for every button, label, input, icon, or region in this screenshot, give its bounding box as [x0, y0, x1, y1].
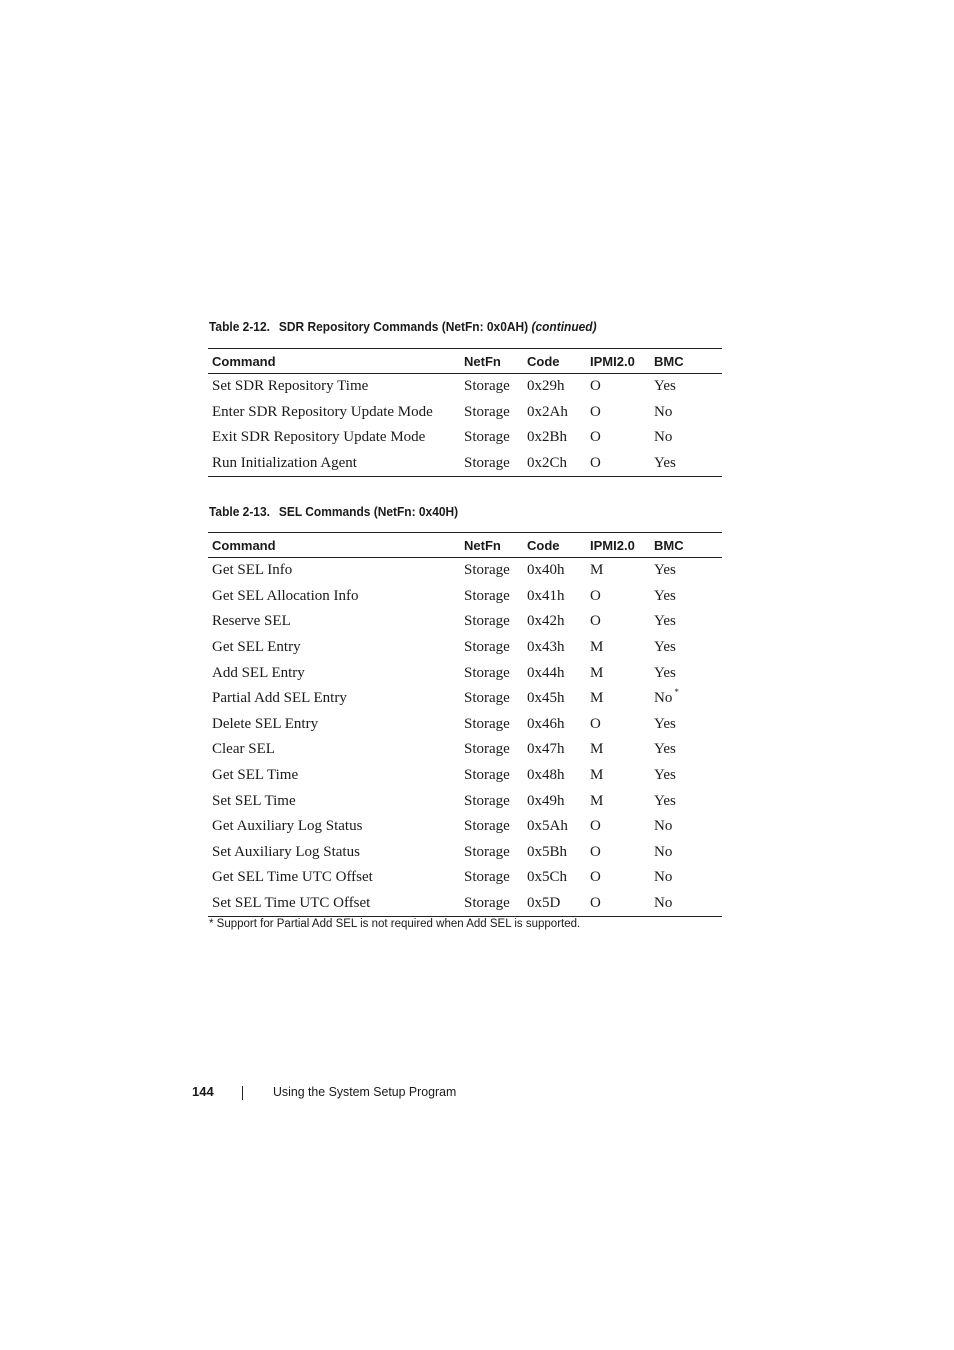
table-cell [586, 374, 650, 400]
table-cell [208, 660, 460, 686]
table-title: SDR Repository Commands (NetFn: 0x0AH) [278, 319, 529, 334]
cell-text: 0x5Ch [527, 869, 568, 886]
page-number: 144 [192, 1084, 214, 1099]
cell-text: Set SEL Time [212, 792, 296, 809]
cell-text: Enter SDR Repository Update Mode [212, 403, 433, 420]
cell-text: Yes [654, 455, 676, 472]
cell-text: 0x49h [527, 792, 565, 809]
table-cell [523, 374, 586, 400]
table-cell [208, 635, 460, 661]
table-row [208, 737, 722, 763]
cell-text: Storage [464, 562, 510, 579]
table-row [208, 584, 722, 610]
table-cell [523, 558, 586, 584]
table-cell [586, 788, 650, 814]
cell-text: Storage [464, 403, 510, 420]
table-cell [586, 609, 650, 635]
table-cell [208, 609, 460, 635]
cell-text: Storage [464, 895, 510, 912]
cell-text: O [590, 869, 601, 886]
cell-text: No [654, 429, 673, 446]
table-cell [586, 891, 650, 917]
cell-text: Storage [464, 715, 510, 732]
table-cell [523, 865, 586, 891]
cell-text: 0x2Ah [527, 403, 568, 420]
table-row [208, 374, 722, 400]
cell-text: 0x29h [527, 378, 565, 395]
table-cell [460, 737, 523, 763]
table-cell [523, 635, 586, 661]
cell-text: 0x48h [527, 767, 565, 784]
cell-text: Get Auxiliary Log Status [212, 818, 363, 835]
cell-text: No [654, 843, 673, 860]
column-header: BMC [654, 353, 684, 369]
cell-text: Get SEL Allocation Info [212, 587, 359, 604]
cell-text: Yes [654, 613, 676, 630]
cell-text: O [590, 613, 601, 630]
table-cell [208, 788, 460, 814]
table-cell [586, 400, 650, 426]
cell-text: 0x2Bh [527, 429, 568, 446]
cell-text: Storage [464, 818, 510, 835]
cell-text: M [590, 767, 604, 784]
table-cell [208, 558, 460, 584]
table-cell [586, 840, 650, 866]
column-header: NetFn [464, 353, 501, 369]
table-cell [460, 609, 523, 635]
table-cell [460, 374, 523, 400]
table-cell [523, 814, 586, 840]
table-cell [650, 400, 722, 426]
cell-text: 0x5D [527, 895, 561, 912]
table-row [208, 814, 722, 840]
cell-text: No [654, 818, 673, 835]
table-cell [650, 558, 722, 584]
table-cell [208, 814, 460, 840]
cell-text: Get SEL Time UTC Offset [212, 869, 373, 886]
sdr-repository-commands-table [208, 348, 722, 477]
table-row [208, 451, 722, 477]
table-cell [523, 686, 586, 712]
cell-text: O [590, 715, 601, 732]
table-cell [208, 425, 460, 451]
cell-text: Yes [654, 378, 676, 395]
table-footnote: * Support for Partial Add SEL is not required when Add SEL is supported. [209, 918, 581, 930]
table-cell [523, 891, 586, 917]
table-cell [650, 814, 722, 840]
table-cell [586, 763, 650, 789]
table-cell [460, 840, 523, 866]
cell-text: M [590, 639, 604, 656]
cell-text: 0x42h [527, 613, 565, 630]
table-cell [650, 609, 722, 635]
table-cell [586, 584, 650, 610]
table-cell [460, 686, 523, 712]
cell-text: 0x47h [527, 741, 565, 758]
table-cell [523, 451, 586, 477]
cell-text: Set SDR Repository Time [212, 378, 369, 395]
cell-text: Yes [654, 741, 676, 758]
table-cell [650, 635, 722, 661]
table-cell [586, 558, 650, 584]
table-cell [460, 814, 523, 840]
cell-text: Partial Add SEL Entry [212, 690, 347, 707]
cell-text: Yes [654, 562, 676, 579]
cell-text: M [590, 690, 604, 707]
table-cell [460, 584, 523, 610]
table-cell [586, 451, 650, 477]
column-header: IPMI2.0 [590, 537, 635, 553]
cell-text: 0x5Bh [527, 843, 568, 860]
cell-text: Storage [464, 613, 510, 630]
table-cell [523, 425, 586, 451]
cell-text: M [590, 741, 604, 758]
cell-text: Get SEL Info [212, 562, 293, 579]
continued-label: (continued) [531, 319, 597, 334]
section-title: Using the System Setup Program [273, 1084, 457, 1099]
cell-text: Storage [464, 639, 510, 656]
table-cell [523, 712, 586, 738]
table-row [208, 635, 722, 661]
table-number: Table 2-13. [209, 504, 270, 519]
table-cell [586, 865, 650, 891]
table-cell [460, 425, 523, 451]
cell-text: 0x44h [527, 664, 565, 681]
cell-text: Storage [464, 587, 510, 604]
table-cell [523, 400, 586, 426]
table-cell [586, 425, 650, 451]
cell-text: M [590, 562, 604, 579]
cell-text: No [654, 690, 673, 707]
cell-text: M [590, 792, 604, 809]
table-cell [650, 840, 722, 866]
table-cell [650, 712, 722, 738]
table-cell [586, 686, 650, 712]
table-row [208, 660, 722, 686]
cell-text: Get SEL Entry [212, 639, 301, 656]
table-cell [523, 737, 586, 763]
table-cell [208, 763, 460, 789]
table-cell [650, 660, 722, 686]
cell-text: 0x40h [527, 562, 565, 579]
table-cell [650, 686, 722, 712]
cell-text: 0x41h [527, 587, 565, 604]
table-row [208, 686, 722, 712]
column-header: Command [212, 353, 276, 369]
table-cell [460, 400, 523, 426]
table-cell [208, 840, 460, 866]
table-cell [460, 712, 523, 738]
table-cell [586, 712, 650, 738]
cell-text: Yes [654, 587, 676, 604]
cell-text: Yes [654, 715, 676, 732]
cell-text: Set SEL Time UTC Offset [212, 895, 371, 912]
cell-text: Yes [654, 792, 676, 809]
table-cell [460, 865, 523, 891]
table-cell [208, 374, 460, 400]
cell-text: 0x2Ch [527, 455, 568, 472]
footnote-marker: * [674, 687, 679, 698]
table-cell [523, 584, 586, 610]
table-cell [460, 788, 523, 814]
table-cell [208, 891, 460, 917]
cell-text: Storage [464, 869, 510, 886]
table-cell [460, 660, 523, 686]
cell-text: Storage [464, 455, 510, 472]
column-header: Command [212, 537, 276, 553]
cell-text: Delete SEL Entry [212, 715, 319, 732]
table-cell [650, 891, 722, 917]
table-cell [460, 891, 523, 917]
cell-text: O [590, 818, 601, 835]
cell-text: 0x43h [527, 639, 565, 656]
cell-text: 0x45h [527, 690, 565, 707]
table-cell [650, 737, 722, 763]
cell-text: Yes [654, 664, 676, 681]
cell-text: M [590, 664, 604, 681]
table-cell [650, 425, 722, 451]
table-cell [523, 660, 586, 686]
table-cell [460, 635, 523, 661]
table-row [208, 400, 722, 426]
column-header: Code [527, 353, 560, 369]
table-number: Table 2-12. [209, 319, 270, 334]
cell-text: O [590, 429, 601, 446]
cell-text: O [590, 403, 601, 420]
table-cell [208, 737, 460, 763]
cell-text: Storage [464, 664, 510, 681]
cell-text: 0x46h [527, 715, 565, 732]
table-cell [523, 609, 586, 635]
table-cell [208, 865, 460, 891]
table-row [208, 788, 722, 814]
table-cell [208, 584, 460, 610]
cell-text: No [654, 869, 673, 886]
table-cell [650, 865, 722, 891]
table-title: SEL Commands (NetFn: 0x40H) [278, 504, 459, 519]
table-row [208, 891, 722, 917]
table-cell [208, 400, 460, 426]
table-cell [650, 584, 722, 610]
cell-text: Get SEL Time [212, 767, 299, 784]
cell-text: Storage [464, 741, 510, 758]
table-row [208, 763, 722, 789]
page-footer [0, 1084, 954, 1104]
sel-commands-table [208, 532, 722, 917]
cell-text: 0x5Ah [527, 818, 568, 835]
cell-text: Storage [464, 792, 510, 809]
table-cell [586, 814, 650, 840]
table-cell [460, 451, 523, 477]
footer-separator [242, 1086, 243, 1100]
table-row [208, 558, 722, 584]
cell-text: O [590, 587, 601, 604]
table-cell [460, 558, 523, 584]
cell-text: Run Initialization Agent [212, 455, 357, 472]
table-cell [650, 788, 722, 814]
table-cell [460, 763, 523, 789]
table-cell [586, 660, 650, 686]
table-cell [208, 451, 460, 477]
cell-text: Reserve SEL [212, 613, 291, 630]
table-2-13-caption [209, 504, 458, 519]
cell-text: Add SEL Entry [212, 664, 305, 681]
cell-text: Clear SEL [212, 741, 275, 758]
table-cell [650, 374, 722, 400]
table-header-row [208, 533, 722, 558]
cell-text: No [654, 895, 673, 912]
cell-text: Set Auxiliary Log Status [212, 843, 360, 860]
table-cell [586, 635, 650, 661]
cell-text: Storage [464, 690, 510, 707]
cell-text: Exit SDR Repository Update Mode [212, 429, 426, 446]
column-header: BMC [654, 537, 684, 553]
table-cell [523, 840, 586, 866]
table-row [208, 712, 722, 738]
table-cell [208, 686, 460, 712]
cell-text: No [654, 403, 673, 420]
column-header: NetFn [464, 537, 501, 553]
table-cell [650, 451, 722, 477]
table-row [208, 425, 722, 451]
cell-text: Storage [464, 843, 510, 860]
cell-text: O [590, 378, 601, 395]
column-header: Code [527, 537, 560, 553]
table-cell [208, 712, 460, 738]
table-row [208, 865, 722, 891]
table-cell [523, 763, 586, 789]
cell-text: Storage [464, 429, 510, 446]
cell-text: Storage [464, 378, 510, 395]
cell-text: Yes [654, 639, 676, 656]
table-header-row [208, 349, 722, 374]
table-cell [586, 737, 650, 763]
table-row [208, 609, 722, 635]
cell-text: Storage [464, 767, 510, 784]
table-cell [523, 788, 586, 814]
cell-text: O [590, 455, 601, 472]
table-row [208, 840, 722, 866]
table-2-12-caption [209, 319, 597, 334]
table-cell [650, 763, 722, 789]
cell-text: Yes [654, 767, 676, 784]
cell-text: O [590, 895, 601, 912]
column-header: IPMI2.0 [590, 353, 635, 369]
cell-text: O [590, 843, 601, 860]
